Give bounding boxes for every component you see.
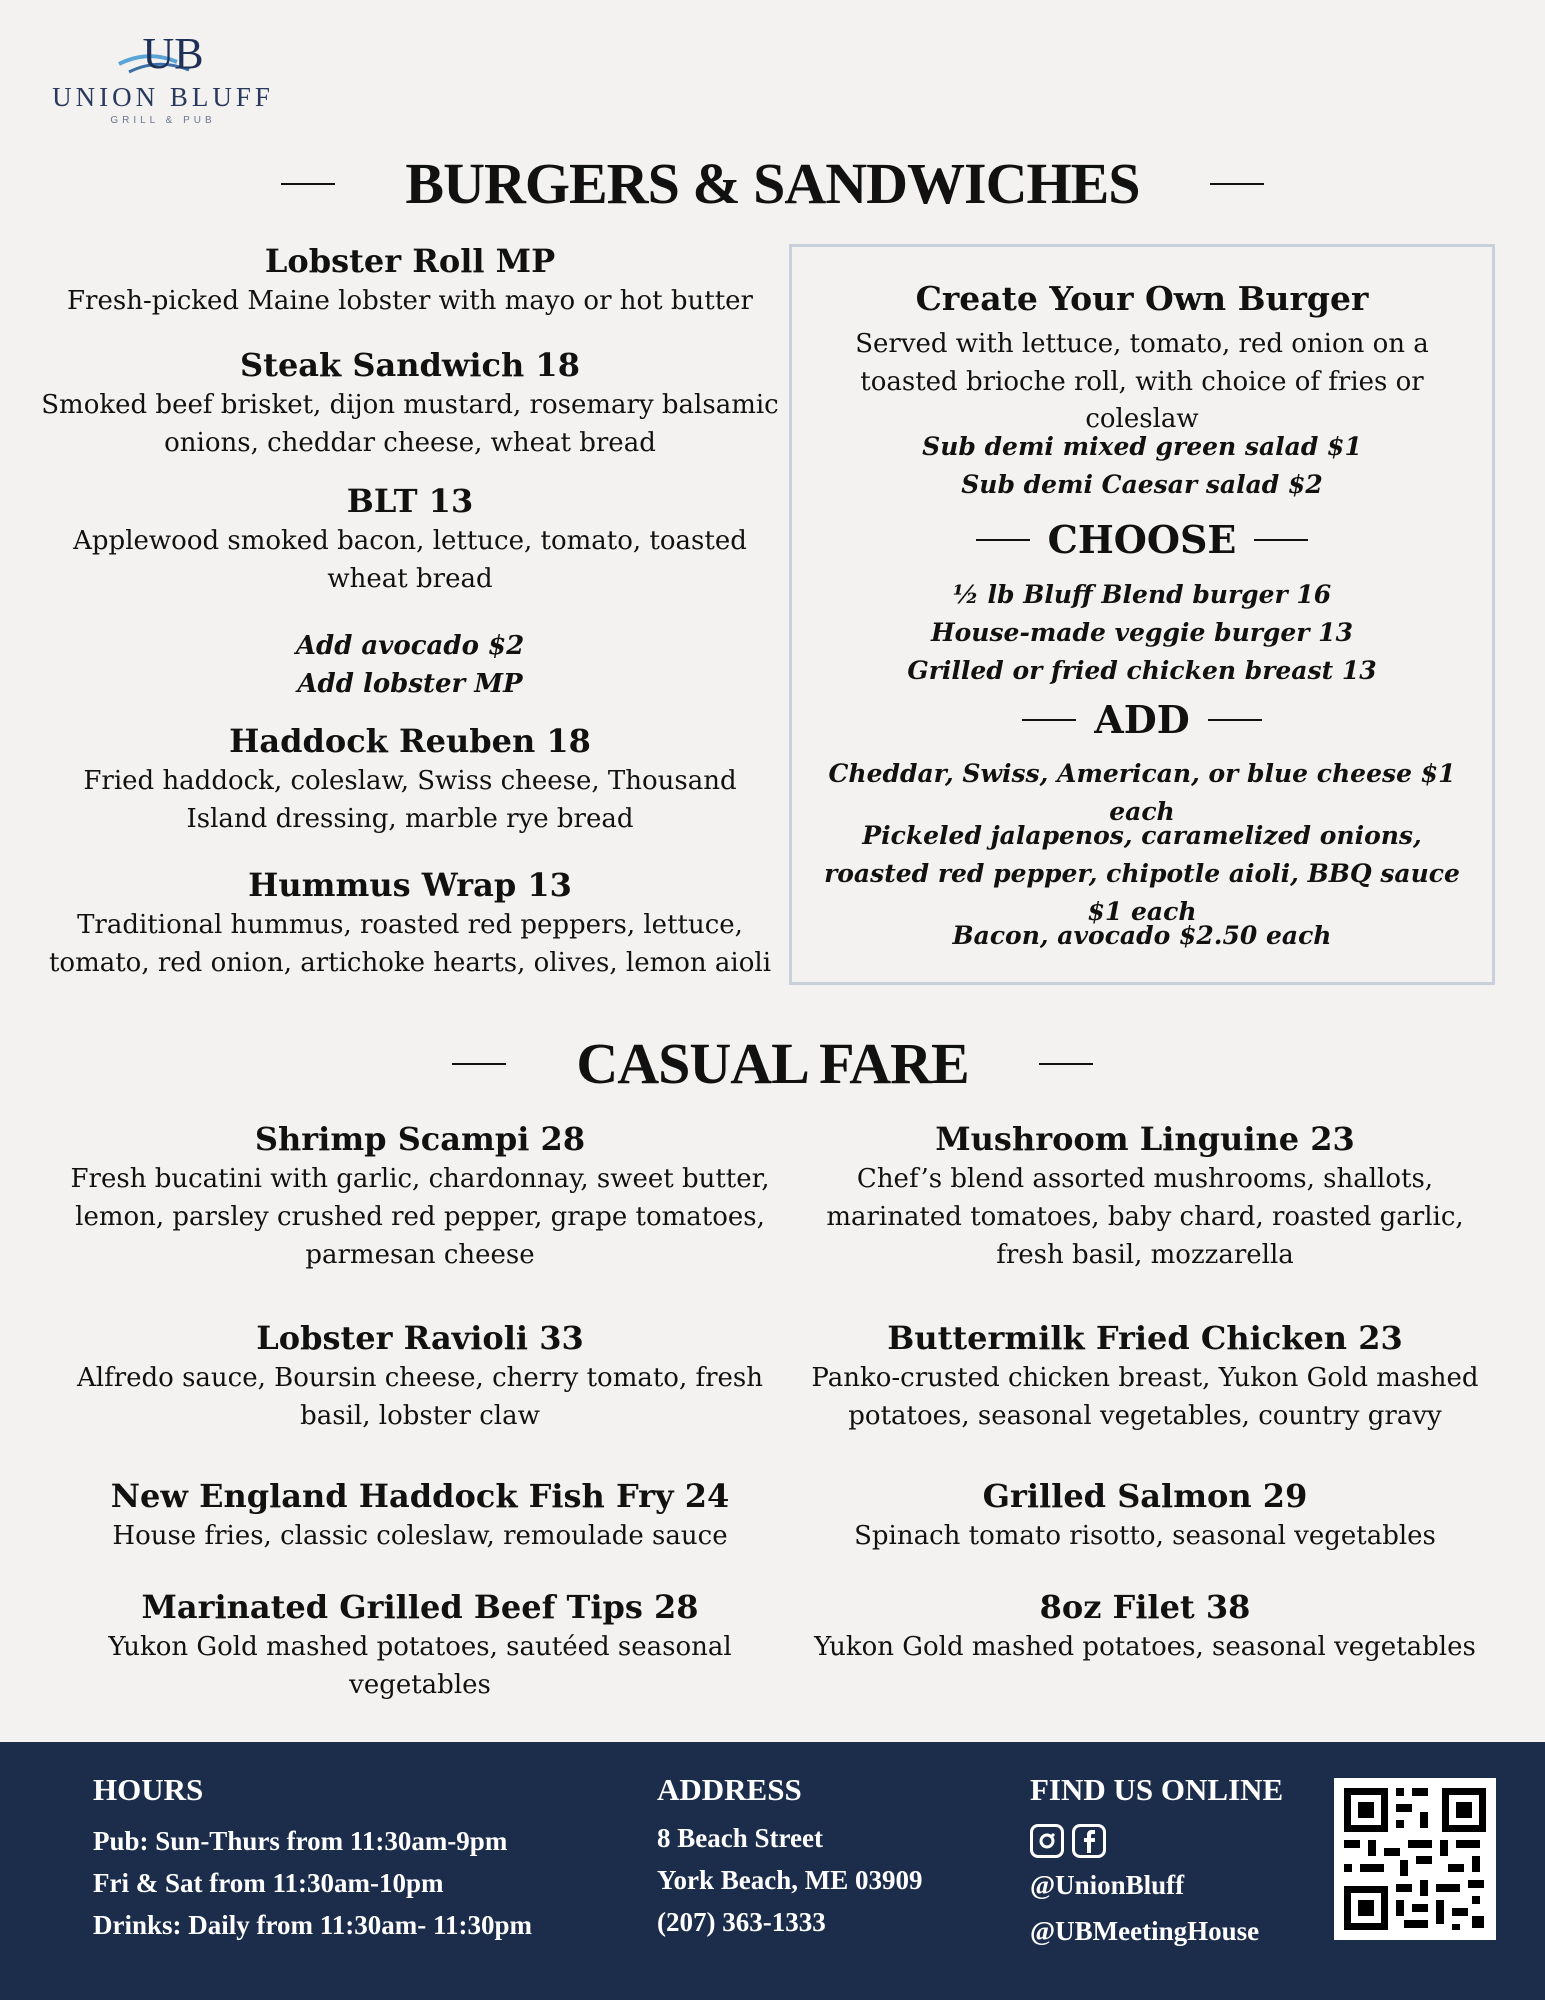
online-title: FIND US ONLINE — [1030, 1772, 1284, 1807]
hours-line: Fri & Sat from 11:30am-10pm — [93, 1868, 444, 1898]
menu-item — [40, 242, 780, 321]
item-description: Traditional hummus, roasted red peppers, lettuce, tomato, red onion, artichoke hearts, olives, lemon aioli — [48, 910, 772, 979]
choose-option: Grilled or fried chicken breast 13 — [907, 656, 1377, 685]
qr-code[interactable] — [1334, 1778, 1496, 1940]
logo-name: UNION BLUFF — [52, 82, 274, 112]
item-name: Lobster Roll MP — [264, 242, 556, 280]
social-icons — [1030, 1824, 1106, 1858]
item-description: Spinach tomato risotto, seasonal vegetables — [854, 1521, 1436, 1552]
heading-dash-left — [452, 1063, 506, 1065]
menu-item — [795, 1319, 1495, 1436]
menu-item — [795, 1120, 1495, 1274]
item-description: Yukon Gold mashed potatoes, seasonal vegetables — [814, 1632, 1476, 1663]
heading-dash-right — [1210, 183, 1264, 185]
item-name: Lobster Ravioli 33 — [256, 1319, 584, 1357]
footer — [0, 1742, 1545, 2000]
hours-list — [93, 1820, 532, 1946]
hours-title: HOURS — [93, 1772, 204, 1807]
burger-box-title: Create Your Own Burger — [915, 279, 1369, 318]
item-name: Marinated Grilled Beef Tips 28 — [141, 1588, 699, 1626]
logo-monogram: UB — [142, 29, 204, 78]
burger-box-substitutions — [792, 428, 1492, 504]
item-name: Steak Sandwich 18 — [240, 346, 580, 384]
addon-line: Add lobster MP — [297, 668, 523, 699]
item-description: House fries, classic coleslaw, remoulade sauce — [112, 1521, 728, 1552]
item-name: Grilled Salmon 29 — [982, 1477, 1308, 1515]
add-option: Cheddar, Swiss, American, or blue cheese $1 each — [828, 759, 1456, 826]
hours-line: Pub: Sun-Thurs from 11:30am-9pm — [93, 1826, 508, 1856]
item-description: Yukon Gold mashed potatoes, sautéed seasonal vegetables — [108, 1632, 732, 1701]
substitution-line: Sub demi mixed green salad $1 — [922, 432, 1362, 461]
item-name: BLT 13 — [346, 482, 474, 520]
casual-heading — [0, 1030, 1545, 1097]
menu-item — [795, 1588, 1495, 1667]
social-handle[interactable]: @UnionBluff — [1030, 1870, 1185, 1900]
menu-item — [60, 1477, 780, 1556]
address-title: ADDRESS — [657, 1772, 802, 1807]
item-name: New England Haddock Fish Fry 24 — [110, 1477, 730, 1515]
social-handle[interactable]: @UBMeetingHouse — [1030, 1916, 1260, 1946]
item-description: Applewood smoked bacon, lettuce, tomato, toasted wheat bread — [73, 526, 747, 595]
menu-item — [60, 1588, 780, 1705]
casual-title: CASUAL FARE — [576, 1031, 969, 1096]
choose-options — [792, 576, 1492, 690]
item-name: Buttermilk Fried Chicken 23 — [887, 1319, 1403, 1357]
add-option: Bacon, avocado $2.50 each — [952, 921, 1332, 950]
item-description: Fresh bucatini with garlic, chardonnay, sweet butter, lemon, parsley crushed red pepper, grape tomatoes, parmesan cheese — [70, 1164, 770, 1270]
item-description: Smoked beef brisket, dijon mustard, rosemary balsamic onions, cheddar cheese, wheat bread — [41, 390, 779, 459]
add-option: Pickeled jalapenos, caramelized onions, roasted red pepper, chipotle aioli, BBQ sauce $1 each — [824, 821, 1460, 926]
instagram-icon[interactable] — [1030, 1824, 1064, 1858]
heading-dash-left — [281, 183, 335, 185]
address-list — [657, 1817, 923, 1943]
item-description: Alfredo sauce, Boursin cheese, cherry tomato, fresh basil, lobster claw — [76, 1363, 764, 1432]
union-bluff-logo-mark — [115, 28, 211, 80]
burgers-title: BURGERS & SANDWICHES — [405, 151, 1140, 216]
address-line: 8 Beach Street — [657, 1823, 823, 1853]
address-line: York Beach, ME 03909 — [657, 1865, 923, 1895]
menu-item — [40, 346, 780, 463]
item-name: Hummus Wrap 13 — [248, 866, 572, 904]
choose-label: CHOOSE — [1047, 517, 1237, 562]
choose-option: ½ lb Bluff Blend burger 16 — [952, 580, 1332, 609]
burgers-heading — [0, 150, 1545, 217]
choose-heading — [792, 517, 1492, 562]
create-your-own-burger-box — [789, 244, 1495, 985]
item-name: Shrimp Scampi 28 — [254, 1120, 586, 1158]
qr-code-pattern — [1334, 1778, 1496, 1940]
item-description: Panko-crusted chicken breast, Yukon Gold mashed potatoes, seasonal vegetables, country gravy — [811, 1363, 1479, 1432]
facebook-icon[interactable] — [1072, 1824, 1106, 1858]
menu-item — [60, 1120, 780, 1274]
heading-dash-right — [1039, 1063, 1093, 1065]
item-description: Fried haddock, coleslaw, Swiss cheese, Thousand Island dressing, marble rye bread — [83, 766, 737, 835]
item-description: Fresh-picked Maine lobster with mayo or hot butter — [67, 286, 753, 317]
logo-subtitle: GRILL & PUB — [110, 115, 216, 126]
item-description: Chef’s blend assorted mushrooms, shallots, marinated tomatoes, baby chard, roasted garlic, fresh basil, mozzarella — [826, 1164, 1464, 1270]
burger-box-description: Served with lettuce, tomato, red onion on a toasted brioche roll, with choice of fries or coleslaw — [855, 329, 1429, 435]
blt-addons — [40, 628, 780, 703]
item-name: 8oz Filet 38 — [1039, 1588, 1251, 1626]
handles-list — [1030, 1862, 1259, 1954]
menu-item — [60, 1319, 780, 1436]
menu-item — [40, 482, 780, 599]
item-name: Haddock Reuben 18 — [229, 722, 591, 760]
menu-item — [40, 722, 780, 839]
add-heading — [792, 697, 1492, 742]
menu-item — [40, 866, 780, 983]
logo — [48, 28, 278, 126]
phone-number[interactable]: (207) 363-1333 — [657, 1907, 826, 1937]
hours-line: Drinks: Daily from 11:30am- 11:30pm — [93, 1910, 532, 1940]
choose-option: House-made veggie burger 13 — [931, 618, 1353, 647]
addon-line: Add avocado $2 — [295, 631, 525, 661]
menu-item — [795, 1477, 1495, 1556]
add-label: ADD — [1094, 697, 1190, 742]
substitution-line: Sub demi Caesar salad $2 — [961, 470, 1323, 499]
item-name: Mushroom Linguine 23 — [935, 1120, 1355, 1158]
